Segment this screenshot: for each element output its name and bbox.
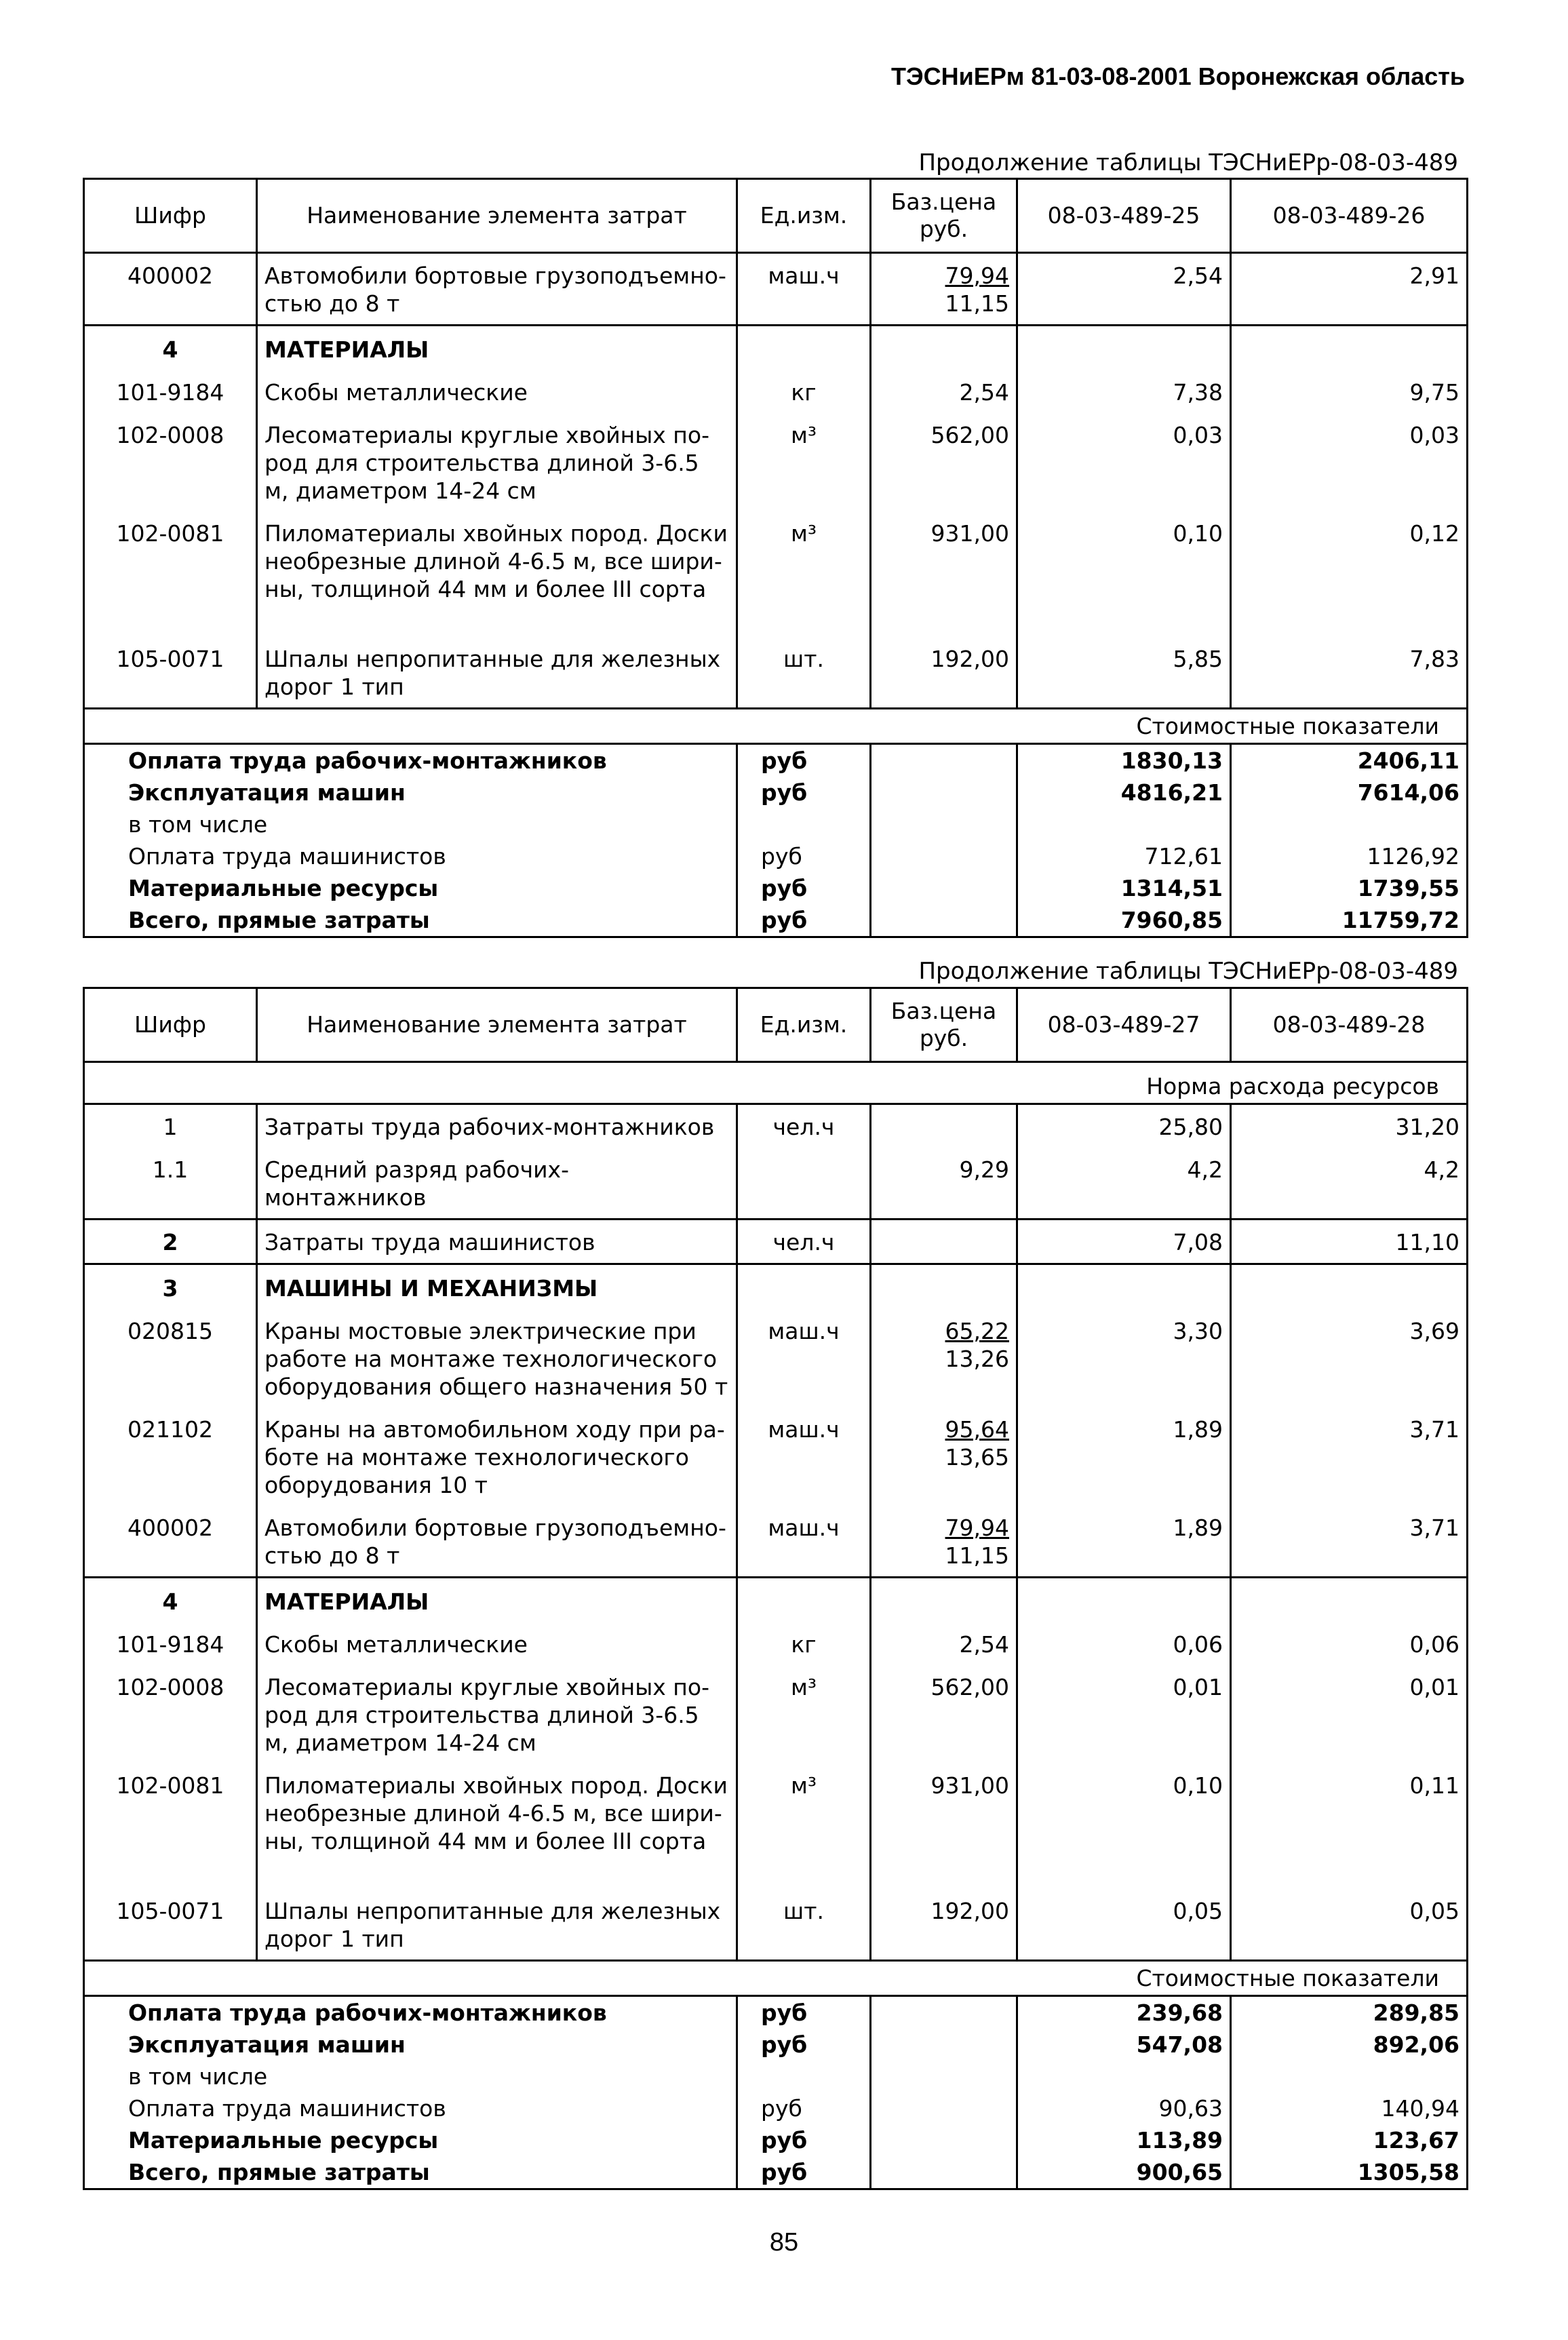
row-code: 102-0008: [84, 413, 257, 511]
row-unit: маш.ч: [737, 253, 871, 326]
total-unit: руб: [737, 2124, 871, 2156]
total-value-b: 1126,92: [1231, 840, 1468, 872]
total-value-a: 1830,13: [1017, 744, 1231, 777]
norm-label: Норма расхода ресурсов: [84, 1062, 1468, 1104]
total-value-b: 140,94: [1231, 2092, 1468, 2124]
cost-indicators-label: Стоимостные показатели: [84, 1961, 1468, 1996]
table-row: [84, 610, 1468, 709]
total-label: Оплата труда машинистов: [84, 2092, 737, 2124]
totals-row: [84, 808, 1468, 840]
row-unit: маш.ч: [737, 1506, 871, 1578]
row-name: Скобы металлические: [257, 370, 737, 413]
table-row: [84, 1506, 1468, 1578]
row-value-b: 9,75: [1231, 370, 1468, 413]
row-name: Шпалы непропитанные для железных дорог 1 тип: [257, 1862, 737, 1961]
row-code: 020815: [84, 1309, 257, 1407]
table-row: [84, 1622, 1468, 1665]
total-unit: руб: [737, 872, 871, 904]
resource-table: [83, 987, 1468, 2190]
row-value-b: 3,69: [1231, 1309, 1468, 1407]
table-row: [84, 1309, 1468, 1407]
total-value-b: 123,67: [1231, 2124, 1468, 2156]
row-value-a: 0,10: [1017, 511, 1231, 610]
total-value-b: 1305,58: [1231, 2156, 1468, 2189]
total-value-a: 1314,51: [1017, 872, 1231, 904]
row-price: 2,54: [871, 370, 1017, 413]
column-header-unit: Ед.изм.: [737, 179, 871, 253]
totals-row: [84, 840, 1468, 872]
table-row: [84, 1104, 1468, 1148]
row-value-b: 0,12: [1231, 511, 1468, 610]
total-label: Оплата труда рабочих-монтажников: [84, 744, 737, 777]
cost-indicators-row: [84, 709, 1468, 744]
row-value-a: 2,54: [1017, 253, 1231, 326]
row-value-b: 0,01: [1231, 1665, 1468, 1763]
page-number: 85: [769, 2228, 799, 2257]
total-unit: руб: [737, 904, 871, 937]
row-price: 192,00: [871, 1862, 1017, 1961]
total-label: Всего, прямые затраты: [84, 904, 737, 937]
row-code: 102-0081: [84, 511, 257, 610]
row-value-a: 0,05: [1017, 1862, 1231, 1961]
row-code: 021102: [84, 1407, 257, 1506]
row-code: 101-9184: [84, 370, 257, 413]
column-header-name: Наименование элемента затрат: [257, 179, 737, 253]
total-value-a: 547,08: [1017, 2029, 1231, 2061]
total-value-b: 1739,55: [1231, 872, 1468, 904]
row-name: Автомобили бортовые грузоподъемно-стью до 8 т: [257, 253, 737, 326]
row-value-b: 0,06: [1231, 1622, 1468, 1665]
row-value-a: 7,38: [1017, 370, 1231, 413]
machine-price: 79,94: [945, 1515, 1009, 1541]
row-unit: м³: [737, 511, 871, 610]
row-value-b: 0,11: [1231, 1763, 1468, 1862]
resource-table: [83, 178, 1468, 938]
row-name: Лесоматериалы круглые хвойных по-род для строительства длиной 3-6.5 м, диаметром 14-24 см: [257, 1665, 737, 1763]
total-unit: руб: [737, 777, 871, 808]
row-unit: кг: [737, 1622, 871, 1665]
column-header-name: Наименование элемента затрат: [257, 988, 737, 1062]
row-unit: м³: [737, 1665, 871, 1763]
totals-row: [84, 2061, 1468, 2092]
row-code: 102-0081: [84, 1763, 257, 1862]
row-value-a: 4,2: [1017, 1148, 1231, 1220]
row-value-b: 2,91: [1231, 253, 1468, 326]
total-label: Всего, прямые затраты: [84, 2156, 737, 2189]
row-code: 105-0071: [84, 610, 257, 709]
totals-row: [84, 777, 1468, 808]
operator-wage: 13,26: [945, 1346, 1009, 1372]
row-code: 1.1: [84, 1148, 257, 1220]
column-header-variant-a: 08-03-489-27: [1017, 988, 1231, 1062]
section-title: МАТЕРИАЛЫ: [257, 326, 737, 371]
column-header-price: Баз.цена руб.: [871, 988, 1017, 1062]
totals-row: [84, 2124, 1468, 2156]
table-header-row: [84, 179, 1468, 253]
row-price: 562,00: [871, 413, 1017, 511]
table-row: [84, 1220, 1468, 1264]
row-name: Шпалы непропитанные для железных дорог 1 тип: [257, 610, 737, 709]
row-value-a: 3,30: [1017, 1309, 1231, 1407]
row-name: Пиломатериалы хвойных пород. Доски необрезные длиной 4-6.5 м, все шири-ны, толщиной 44 мм и более III сорта: [257, 1763, 737, 1862]
row-unit: шт.: [737, 610, 871, 709]
row-price: 192,00: [871, 610, 1017, 709]
machine-price: 95,64: [945, 1416, 1009, 1443]
table-row: [84, 1407, 1468, 1506]
cost-indicators-label: Стоимостные показатели: [84, 709, 1468, 744]
total-label: Материальные ресурсы: [84, 872, 737, 904]
table-row: [84, 1763, 1468, 1862]
totals-row: [84, 2092, 1468, 2124]
section-row: [84, 326, 1468, 371]
total-label: в том числе: [84, 2061, 737, 2092]
row-unit: шт.: [737, 1862, 871, 1961]
row-name: Средний разряд рабочих-монтажников: [257, 1148, 737, 1220]
total-unit: руб: [737, 1996, 871, 2029]
row-price: 931,00: [871, 511, 1017, 610]
total-label: Оплата труда машинистов: [84, 840, 737, 872]
column-header-price: Баз.цена руб.: [871, 179, 1017, 253]
row-name: Затраты труда рабочих-монтажников: [257, 1104, 737, 1148]
table-caption: Продолжение таблицы ТЭСНиЕРр-08-03-489: [918, 958, 1458, 985]
row-code: 400002: [84, 1506, 257, 1578]
row-price: 562,00: [871, 1665, 1017, 1763]
row-value-b: 11,10: [1231, 1220, 1468, 1264]
row-code: 1: [84, 1104, 257, 1148]
row-value-a: 25,80: [1017, 1104, 1231, 1148]
row-unit: маш.ч: [737, 1309, 871, 1407]
column-header-variant-b: 08-03-489-28: [1231, 988, 1468, 1062]
totals-row: [84, 872, 1468, 904]
total-value-a: 4816,21: [1017, 777, 1231, 808]
row-value-a: 0,10: [1017, 1763, 1231, 1862]
section-title: МАТЕРИАЛЫ: [257, 1578, 737, 1623]
section-title: МАШИНЫ И МЕХАНИЗМЫ: [257, 1264, 737, 1310]
table-row: [84, 1862, 1468, 1961]
total-label: Оплата труда рабочих-монтажников: [84, 1996, 737, 2029]
table-row: [84, 511, 1468, 610]
row-code: 105-0071: [84, 1862, 257, 1961]
cost-indicators-row: [84, 1961, 1468, 1996]
norm-row: [84, 1062, 1468, 1104]
row-unit: маш.ч: [737, 1407, 871, 1506]
column-header-variant-a: 08-03-489-25: [1017, 179, 1231, 253]
machine-price: 79,94: [945, 262, 1009, 289]
total-value-b: 892,06: [1231, 2029, 1468, 2061]
row-value-a: 0,03: [1017, 413, 1231, 511]
row-unit: чел.ч: [737, 1220, 871, 1264]
row-price: [871, 253, 1017, 326]
row-price: 931,00: [871, 1763, 1017, 1862]
row-value-a: 5,85: [1017, 610, 1231, 709]
section-code: 4: [84, 326, 257, 371]
row-value-b: 0,03: [1231, 413, 1468, 511]
row-value-a: 0,01: [1017, 1665, 1231, 1763]
operator-wage: 11,15: [945, 1542, 1009, 1569]
total-label: Материальные ресурсы: [84, 2124, 737, 2156]
total-unit: руб: [737, 2029, 871, 2061]
row-value-b: 4,2: [1231, 1148, 1468, 1220]
column-header-unit: Ед.изм.: [737, 988, 871, 1062]
section-row: [84, 1264, 1468, 1310]
section-code: 3: [84, 1264, 257, 1310]
column-header-variant-b: 08-03-489-26: [1231, 179, 1468, 253]
column-header-code: Шифр: [84, 179, 257, 253]
operator-wage: 11,15: [945, 290, 1009, 317]
document-header: ТЭСНиЕРм 81-03-08-2001 Воронежская область: [891, 62, 1465, 90]
row-value-a: 7,08: [1017, 1220, 1231, 1264]
row-price: 2,54: [871, 1622, 1017, 1665]
row-code: 400002: [84, 253, 257, 326]
total-value-a: 113,89: [1017, 2124, 1231, 2156]
row-code: 101-9184: [84, 1622, 257, 1665]
row-name: Автомобили бортовые грузоподъемно-стью до 8 т: [257, 1506, 737, 1578]
row-value-b: 3,71: [1231, 1506, 1468, 1578]
row-name: Лесоматериалы круглые хвойных по-род для строительства длиной 3-6.5 м, диаметром 14-24 см: [257, 413, 737, 511]
row-unit: кг: [737, 370, 871, 413]
row-name: Пиломатериалы хвойных пород. Доски необрезные длиной 4-6.5 м, все шири-ны, толщиной 44 мм и более III сорта: [257, 511, 737, 610]
totals-row: [84, 744, 1468, 777]
total-value-b: 289,85: [1231, 1996, 1468, 2029]
row-price: [871, 1407, 1017, 1506]
row-unit: м³: [737, 413, 871, 511]
section-row: [84, 1578, 1468, 1623]
table-row: [84, 1665, 1468, 1763]
row-code: 2: [84, 1220, 257, 1264]
column-header-code: Шифр: [84, 988, 257, 1062]
row-value-b: 31,20: [1231, 1104, 1468, 1148]
operator-wage: 13,65: [945, 1444, 1009, 1470]
total-value-b: 11759,72: [1231, 904, 1468, 937]
table-caption: Продолжение таблицы ТЭСНиЕРр-08-03-489: [918, 149, 1458, 176]
row-name: Затраты труда машинистов: [257, 1220, 737, 1264]
table-header-row: [84, 988, 1468, 1062]
total-value-a: 90,63: [1017, 2092, 1231, 2124]
total-unit: руб: [737, 840, 871, 872]
row-price: [871, 1309, 1017, 1407]
totals-row: [84, 904, 1468, 937]
row-price: [871, 1506, 1017, 1578]
totals-row: [84, 1996, 1468, 2029]
table-row: [84, 1148, 1468, 1220]
row-value-a: 1,89: [1017, 1407, 1231, 1506]
total-unit: руб: [737, 2156, 871, 2189]
row-name: Краны мостовые электрические при работе на монтаже технологического оборудования общего назначения 50 т: [257, 1309, 737, 1407]
total-label: Эксплуатация машин: [84, 777, 737, 808]
row-unit: м³: [737, 1763, 871, 1862]
row-value-a: 1,89: [1017, 1506, 1231, 1578]
total-label: Эксплуатация машин: [84, 2029, 737, 2061]
totals-row: [84, 2029, 1468, 2061]
machine-price: 65,22: [945, 1318, 1009, 1344]
row-unit: чел.ч: [737, 1104, 871, 1148]
total-unit: руб: [737, 744, 871, 777]
row-value-b: 0,05: [1231, 1862, 1468, 1961]
total-value-b: 2406,11: [1231, 744, 1468, 777]
row-code: 102-0008: [84, 1665, 257, 1763]
row-value-b: 7,83: [1231, 610, 1468, 709]
table-row: [84, 413, 1468, 511]
table-row: [84, 370, 1468, 413]
total-value-a: 712,61: [1017, 840, 1231, 872]
table-row: [84, 253, 1468, 326]
total-value-a: 900,65: [1017, 2156, 1231, 2189]
row-value-a: 0,06: [1017, 1622, 1231, 1665]
total-value-b: 7614,06: [1231, 777, 1468, 808]
section-code: 4: [84, 1578, 257, 1623]
row-name: Краны на автомобильном ходу при ра-боте на монтаже технологического оборудования 10 т: [257, 1407, 737, 1506]
row-value-b: 3,71: [1231, 1407, 1468, 1506]
total-label: в том числе: [84, 808, 737, 840]
total-value-a: 239,68: [1017, 1996, 1231, 2029]
total-unit: руб: [737, 2092, 871, 2124]
row-name: Скобы металлические: [257, 1622, 737, 1665]
total-value-a: 7960,85: [1017, 904, 1231, 937]
totals-row: [84, 2156, 1468, 2189]
row-price: 9,29: [871, 1148, 1017, 1220]
